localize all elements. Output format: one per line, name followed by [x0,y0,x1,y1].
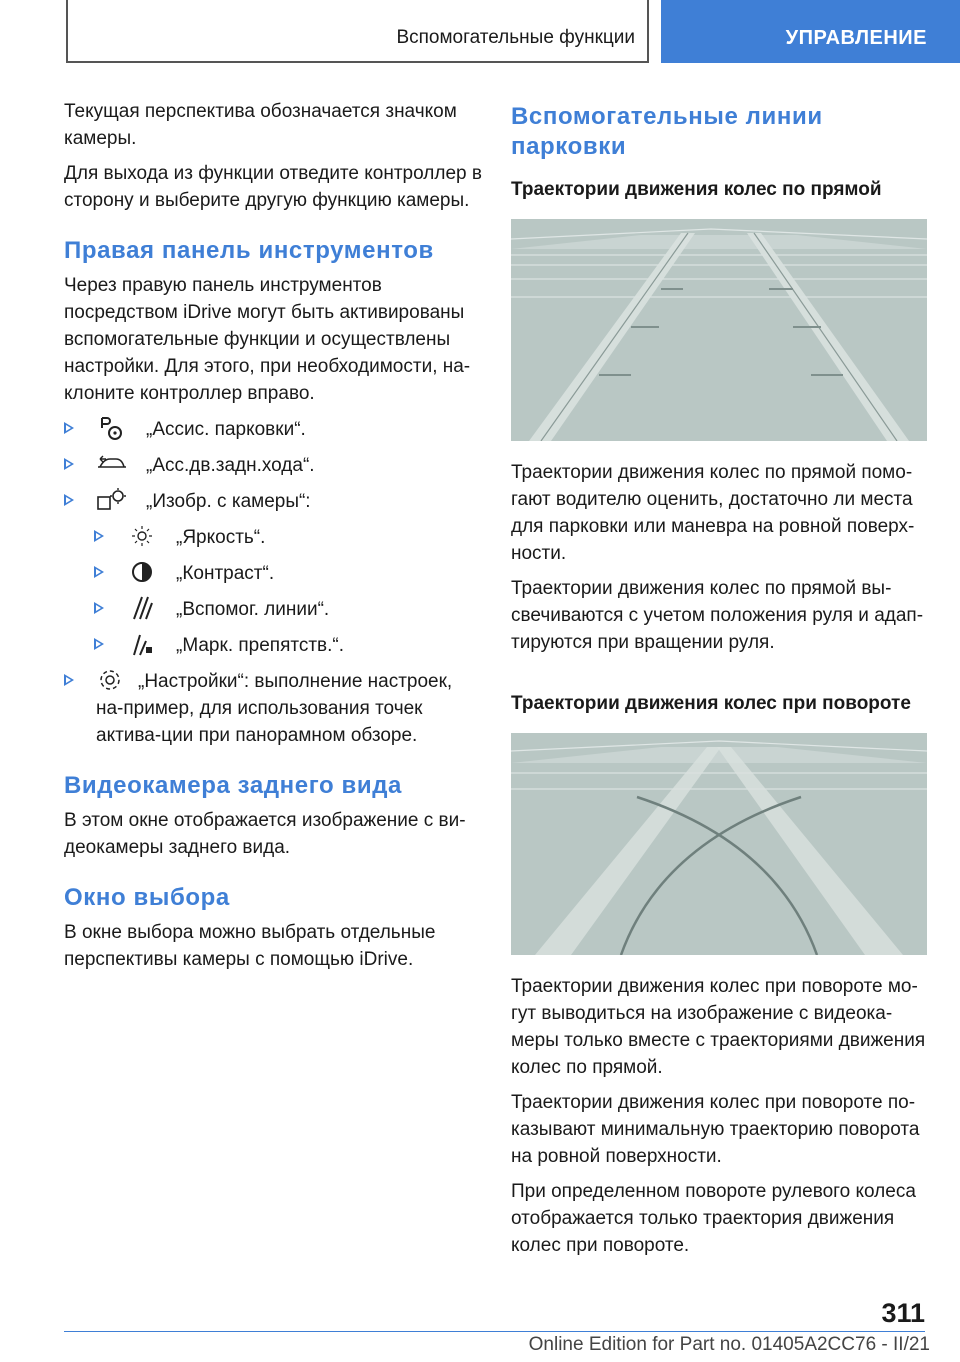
settings-gear-icon [96,667,128,693]
obstacle-marking-icon [126,631,158,657]
sub-item-contrast [94,559,484,587]
footer-divider [64,1331,925,1332]
footer-edition: Online Edition for Part no. 01405A2CC76 - II/21 [528,1334,930,1355]
bullet-triangle-icon [64,494,74,506]
rear-camera-text: В этом окне отображается изображение с ви-деокамеры заднего вида. [64,810,466,858]
heading-right-panel: Правая панель инструментов [64,237,434,264]
right-panel-text: Через правую панель инструментов посредством iDrive могут быть активированы вспомогательные функции и осуществлены настройки. Для этого, при необходимости, на-клоните контроллер вправо. [64,275,471,404]
parking-assistant-icon [96,415,128,441]
straight-trajectories-figure [511,219,927,441]
sub-item-label: „Вспомог. линии“. [176,599,330,620]
list-item-label: „Ассис. парковки“. [146,419,306,440]
bullet-triangle-icon [94,530,104,542]
list-item-parking-assistant [64,415,484,443]
brightness-icon [126,523,158,549]
sub-item-label: „Контраст“. [176,563,275,584]
sub-item-brightness [94,523,484,551]
select-window-text: В окне выбора можно выбрать отдельные перспективы камеры с помощью iDrive. [64,922,436,970]
heading-parking-lines: Вспомогательные линии парковки [511,103,823,160]
header-section-title: Вспомогательные функции [396,27,635,48]
list-item-settings [64,667,484,749]
bullet-triangle-icon [94,638,104,650]
header-chapter-tab [661,0,960,63]
left-column [64,98,484,981]
list-item-label: „Изобр. с камеры“: [146,491,311,512]
reversing-assistant-icon [96,451,128,477]
list-item-reversing-assistant [64,451,484,479]
bullet-triangle-icon [64,674,74,686]
heading-straight-trajectories: Траектории движения колес по прямой [511,179,882,200]
list-item-label: „Настройки“: выполнение настроек, на-пример, для использования точек актива-ции при панорамном обзоре. [96,671,453,746]
list-item-camera-image [64,487,484,515]
intro-paragraph-1: Текущая перспектива обозначается значком камеры. [64,101,457,149]
page-number: 311 [881,1298,925,1328]
right-column [511,98,931,1267]
header-section-box [66,0,649,63]
heading-select-window: Окно выбора [64,884,230,911]
turn-text-1: Траектории движения колес при повороте мо-гут выводиться на изображение с видеока-меры только вместе с траекториями движения колес по прямой. [511,976,926,1078]
heading-rear-camera: Видеокамера заднего вида [64,772,403,799]
contrast-icon [126,559,158,585]
straight-text-1: Траектории движения колес по прямой помо-гают водителю оценить, достаточно ли места для парковки или маневра на ровной поверх-ности. [511,462,915,564]
turn-trajectories-figure [511,733,927,955]
intro-paragraph-2: Для выхода из функции отведите контроллер в сторону и выберите другую функцию камеры. [64,163,482,211]
list-item-label: „Асс.дв.задн.хода“. [146,455,315,476]
sub-item-label: „Яркость“. [176,527,266,548]
sub-item-obstacle-marking [94,631,484,659]
bullet-triangle-icon [94,566,104,578]
turn-text-2: Траектории движения колес при повороте по-казывают минимальную траекторию поворота на ровной поверхности. [511,1092,920,1167]
turn-text-3: При определенном повороте рулевого колеса отображается только траектория движения колес при повороте. [511,1181,916,1256]
sub-item-guide-lines [94,595,484,623]
camera-image-icon [96,487,128,513]
straight-text-2: Траектории движения колес по прямой вы-свечиваются с учетом положения руля и адап-тируются при вращении руля. [511,578,924,653]
heading-turn-trajectories: Траектории движения колес при повороте [511,693,911,714]
sub-item-label: „Марк. препятств.“. [176,635,345,656]
bullet-triangle-icon [64,422,74,434]
bullet-triangle-icon [94,602,104,614]
bullet-triangle-icon [64,458,74,470]
guide-lines-icon [126,595,158,621]
header-chapter-title: УПРАВЛЕНИЕ [785,27,927,49]
